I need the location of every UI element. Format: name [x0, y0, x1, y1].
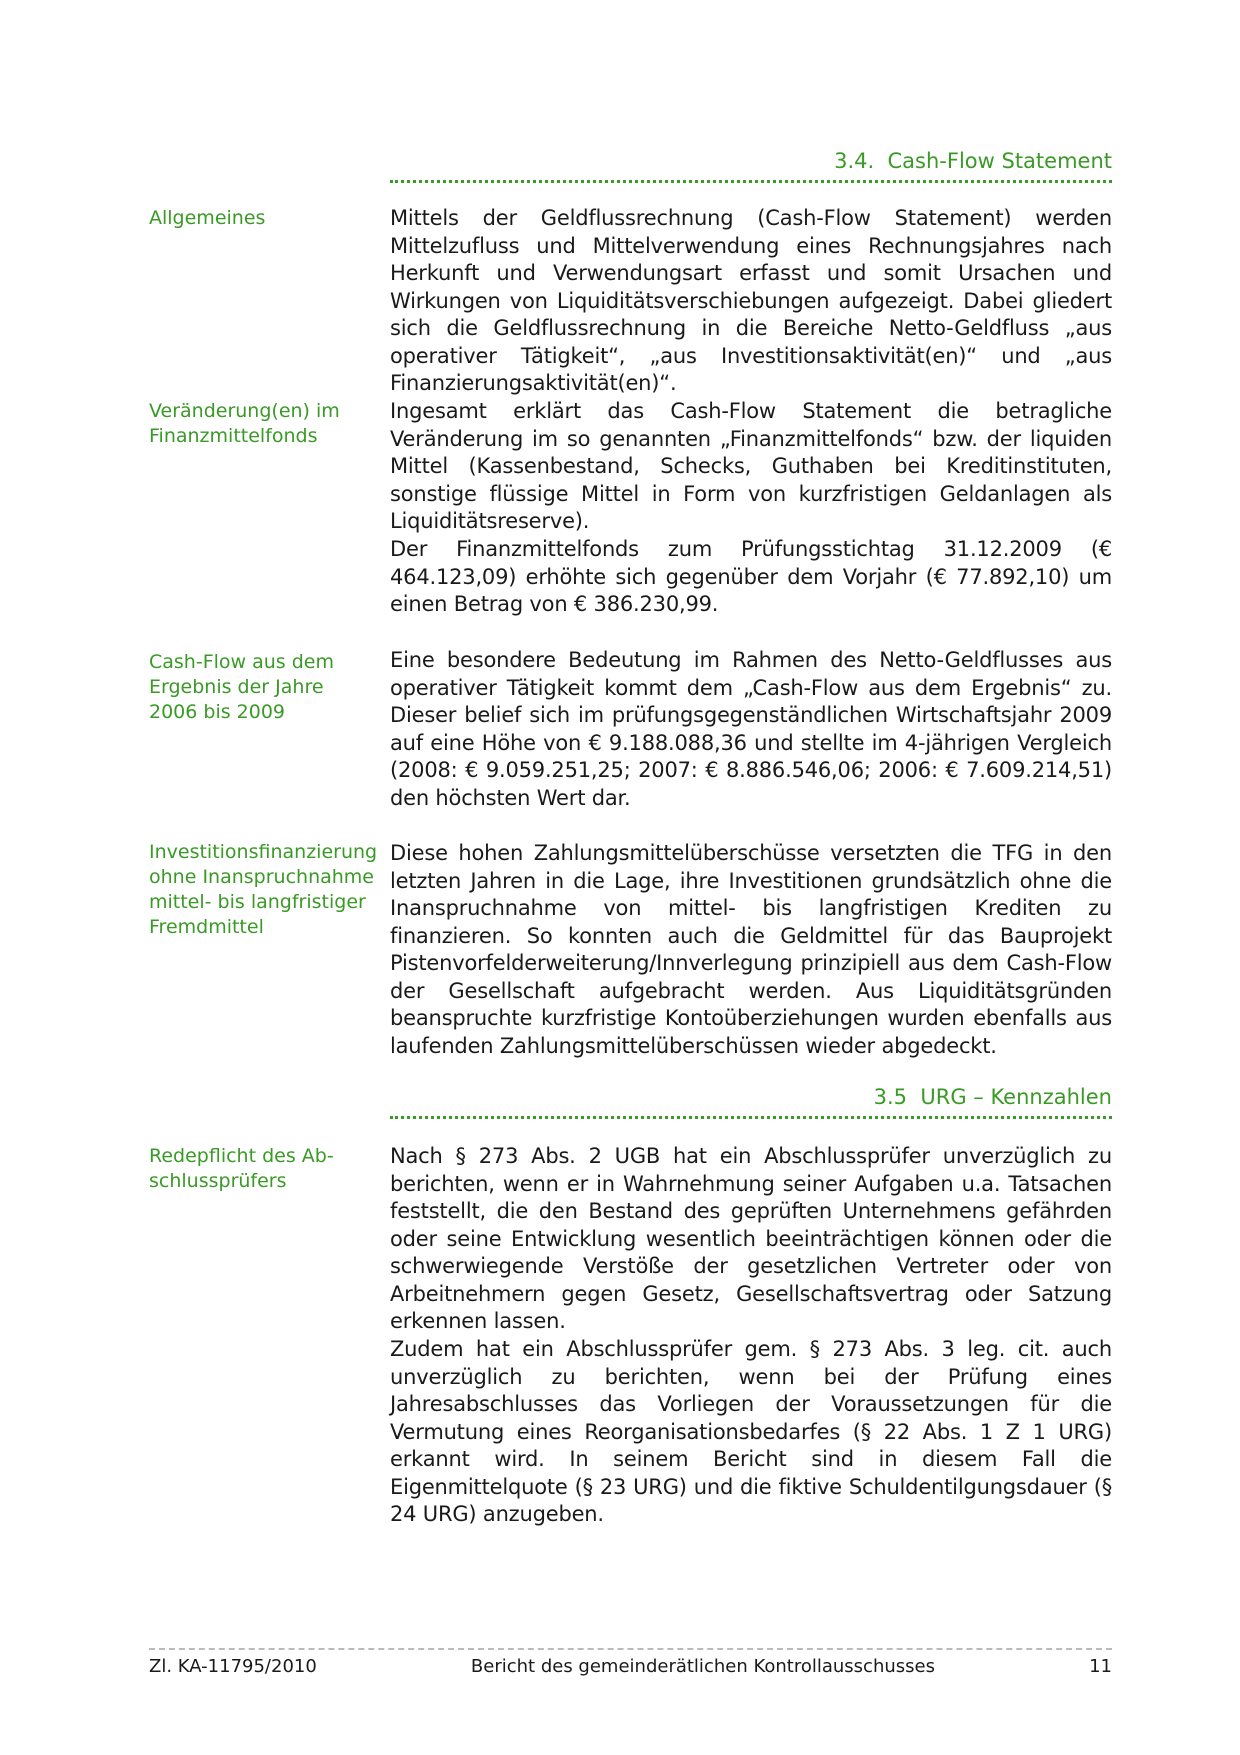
page-footer [149, 1648, 1112, 1677]
side-label-line: Redepflicht des Ab- [149, 1145, 334, 1167]
section-title: Cash-Flow Statement [887, 149, 1112, 173]
side-label-line: 2006 bis 2009 [149, 701, 286, 723]
side-label-line: Allgemeines [149, 207, 266, 229]
side-label-line: Finanzmittelfonds [149, 425, 318, 447]
paragraph-pruefungsstichtag: Der Finanzmittelfonds zum Prüfungsstichtag 31.12.2009 (€ 464.123,09) erhöhte sich gegenüber dem Vorjahr (€ 77.892,10) um einen Betrag von € 386.230,99. [390, 537, 1112, 616]
section-number: 3.4. [834, 149, 875, 173]
paragraph-geldflussrechnung: Mittels der Geldflussrechnung (Cash-Flow Statement) werden Mittelzufluss und Mittelverwendung eines Rechnungsjahres nach Herkunft und Verwendungsart erfasst und somit Ursachen und Wirkungen von Liquiditätsverschiebungen aufgezeigt. Dabei gliedert sich die Geldflussrechnung in die Bereiche Netto-Geldfluss „aus operativer Tätigkeit“, „aus Investitionsaktivität(en)“ und „aus Finanzierungsaktivität(en)“. [390, 206, 1112, 395]
section-heading-3-4 [390, 148, 1112, 183]
side-label-veraenderung [149, 399, 379, 449]
side-label-line: mittel- bis langfristiger [149, 891, 366, 913]
side-label-line: Fremdmittel [149, 916, 264, 938]
side-label-line: Veränderung(en) im [149, 400, 340, 422]
side-label-line: Cash-Flow aus dem [149, 651, 334, 673]
paragraph-redepflicht: Nach § 273 Abs. 2 UGB hat ein Abschlussprüfer unverzüglich zu berichten, wenn er in Wahrnehmung seiner Aufgaben u.a. Tatsachen feststellt, die den Bestand des geprüften Unternehmens gefährden oder seine Entwicklung wesentlich beeinträchtigen können oder die schwerwiegende Verstöße der gesetzlichen Vertreter oder von Arbeitnehmern gegen Gesetz, Gesellschaftsvertrag oder Satzung erkennen lassen. [390, 1144, 1112, 1333]
side-label-cashflow [149, 650, 379, 725]
paragraph-cashflow-ergebnis: Eine besondere Bedeutung im Rahmen des Netto-Geldflusses aus operativer Tätigkeit kommt dem „Cash-Flow aus dem Ergebnis“ zu. Dieser belief sich im prüfungsgegenständlichen Wirtschaftsjahr 2009 auf eine Höhe von € 9.188.088,36 und stellte im 4-jährigen Vergleich (2008: € 9.059.251,25; 2007: € 8.886.546,06; 2006: € 7.609.214,51) den höchsten Wert dar. [390, 648, 1112, 810]
paragraph-zahlungsmittelueberschuesse: Diese hohen Zahlungsmittelüberschüsse versetzten die TFG in den letzten Jahren in die Lage, ihre Investitionen grundsätzlich ohne die Inanspruchnahme von mittel- bis langfristigen Krediten zu finanzieren. So konnten auch die Geldmittel für das Bauprojekt Pistenvorfelderweiterung/Innverlegung prinzipiell aus dem Cash-Flow der Gesellschaft aufgebracht werden. Aus Liquiditätsgründen beanspruchte kurzfristige Kontoüberziehungen wurden ebenfalls aus laufenden Zahlungsmittelüberschüssen wieder abgedeckt. [390, 841, 1112, 1058]
section-title: URG – Kennzahlen [920, 1085, 1112, 1109]
side-label-redepflicht [149, 1144, 379, 1194]
section-number: 3.5 [873, 1085, 908, 1109]
side-label-line: ohne Inanspruchnahme [149, 866, 374, 888]
side-label-line: Investitionsfinanzierung [149, 841, 378, 863]
side-label-line: schlussprüfers [149, 1170, 287, 1192]
footer-page-number: 11 [1089, 1656, 1112, 1677]
footer-reference: Zl. KA-11795/2010 [149, 1656, 317, 1677]
side-label-allgemeines [149, 206, 379, 231]
side-label-investitionsfinanzierung [149, 840, 379, 940]
side-label-line: Ergebnis der Jahre [149, 676, 324, 698]
footer-title: Bericht des gemeinderätlichen Kontrollausschusses [470, 1656, 935, 1677]
section-heading-3-5 [390, 1084, 1112, 1119]
paragraph-finanzmittelfonds: Ingesamt erklärt das Cash-Flow Statement die betragliche Veränderung im so genannten „Finanzmittelfonds“ bzw. der liquiden Mittel (Kassenbestand, Schecks, Guthaben bei Kreditinstituten, sonstige flüssige Mittel in Form von kurzfristigen Geldanlagen als Liquiditätsreserve). [390, 399, 1112, 533]
paragraph-reorganisationsbedarf: Zudem hat ein Abschlussprüfer gem. § 273 Abs. 3 leg. cit. auch unverzüglich zu berichten, wenn bei der Prüfung eines Jahresabschlusses das Vorliegen der Voraussetzungen für die Vermutung eines Reorganisationsbedarfes (§ 22 Abs. 1 Z 1 URG) erkannt wird. In seinem Bericht sind in diesem Fall die Eigenmittelquote (§ 23 URG) und die fiktive Schuldentilgungsdauer (§ 24 URG) anzugeben. [390, 1337, 1112, 1526]
